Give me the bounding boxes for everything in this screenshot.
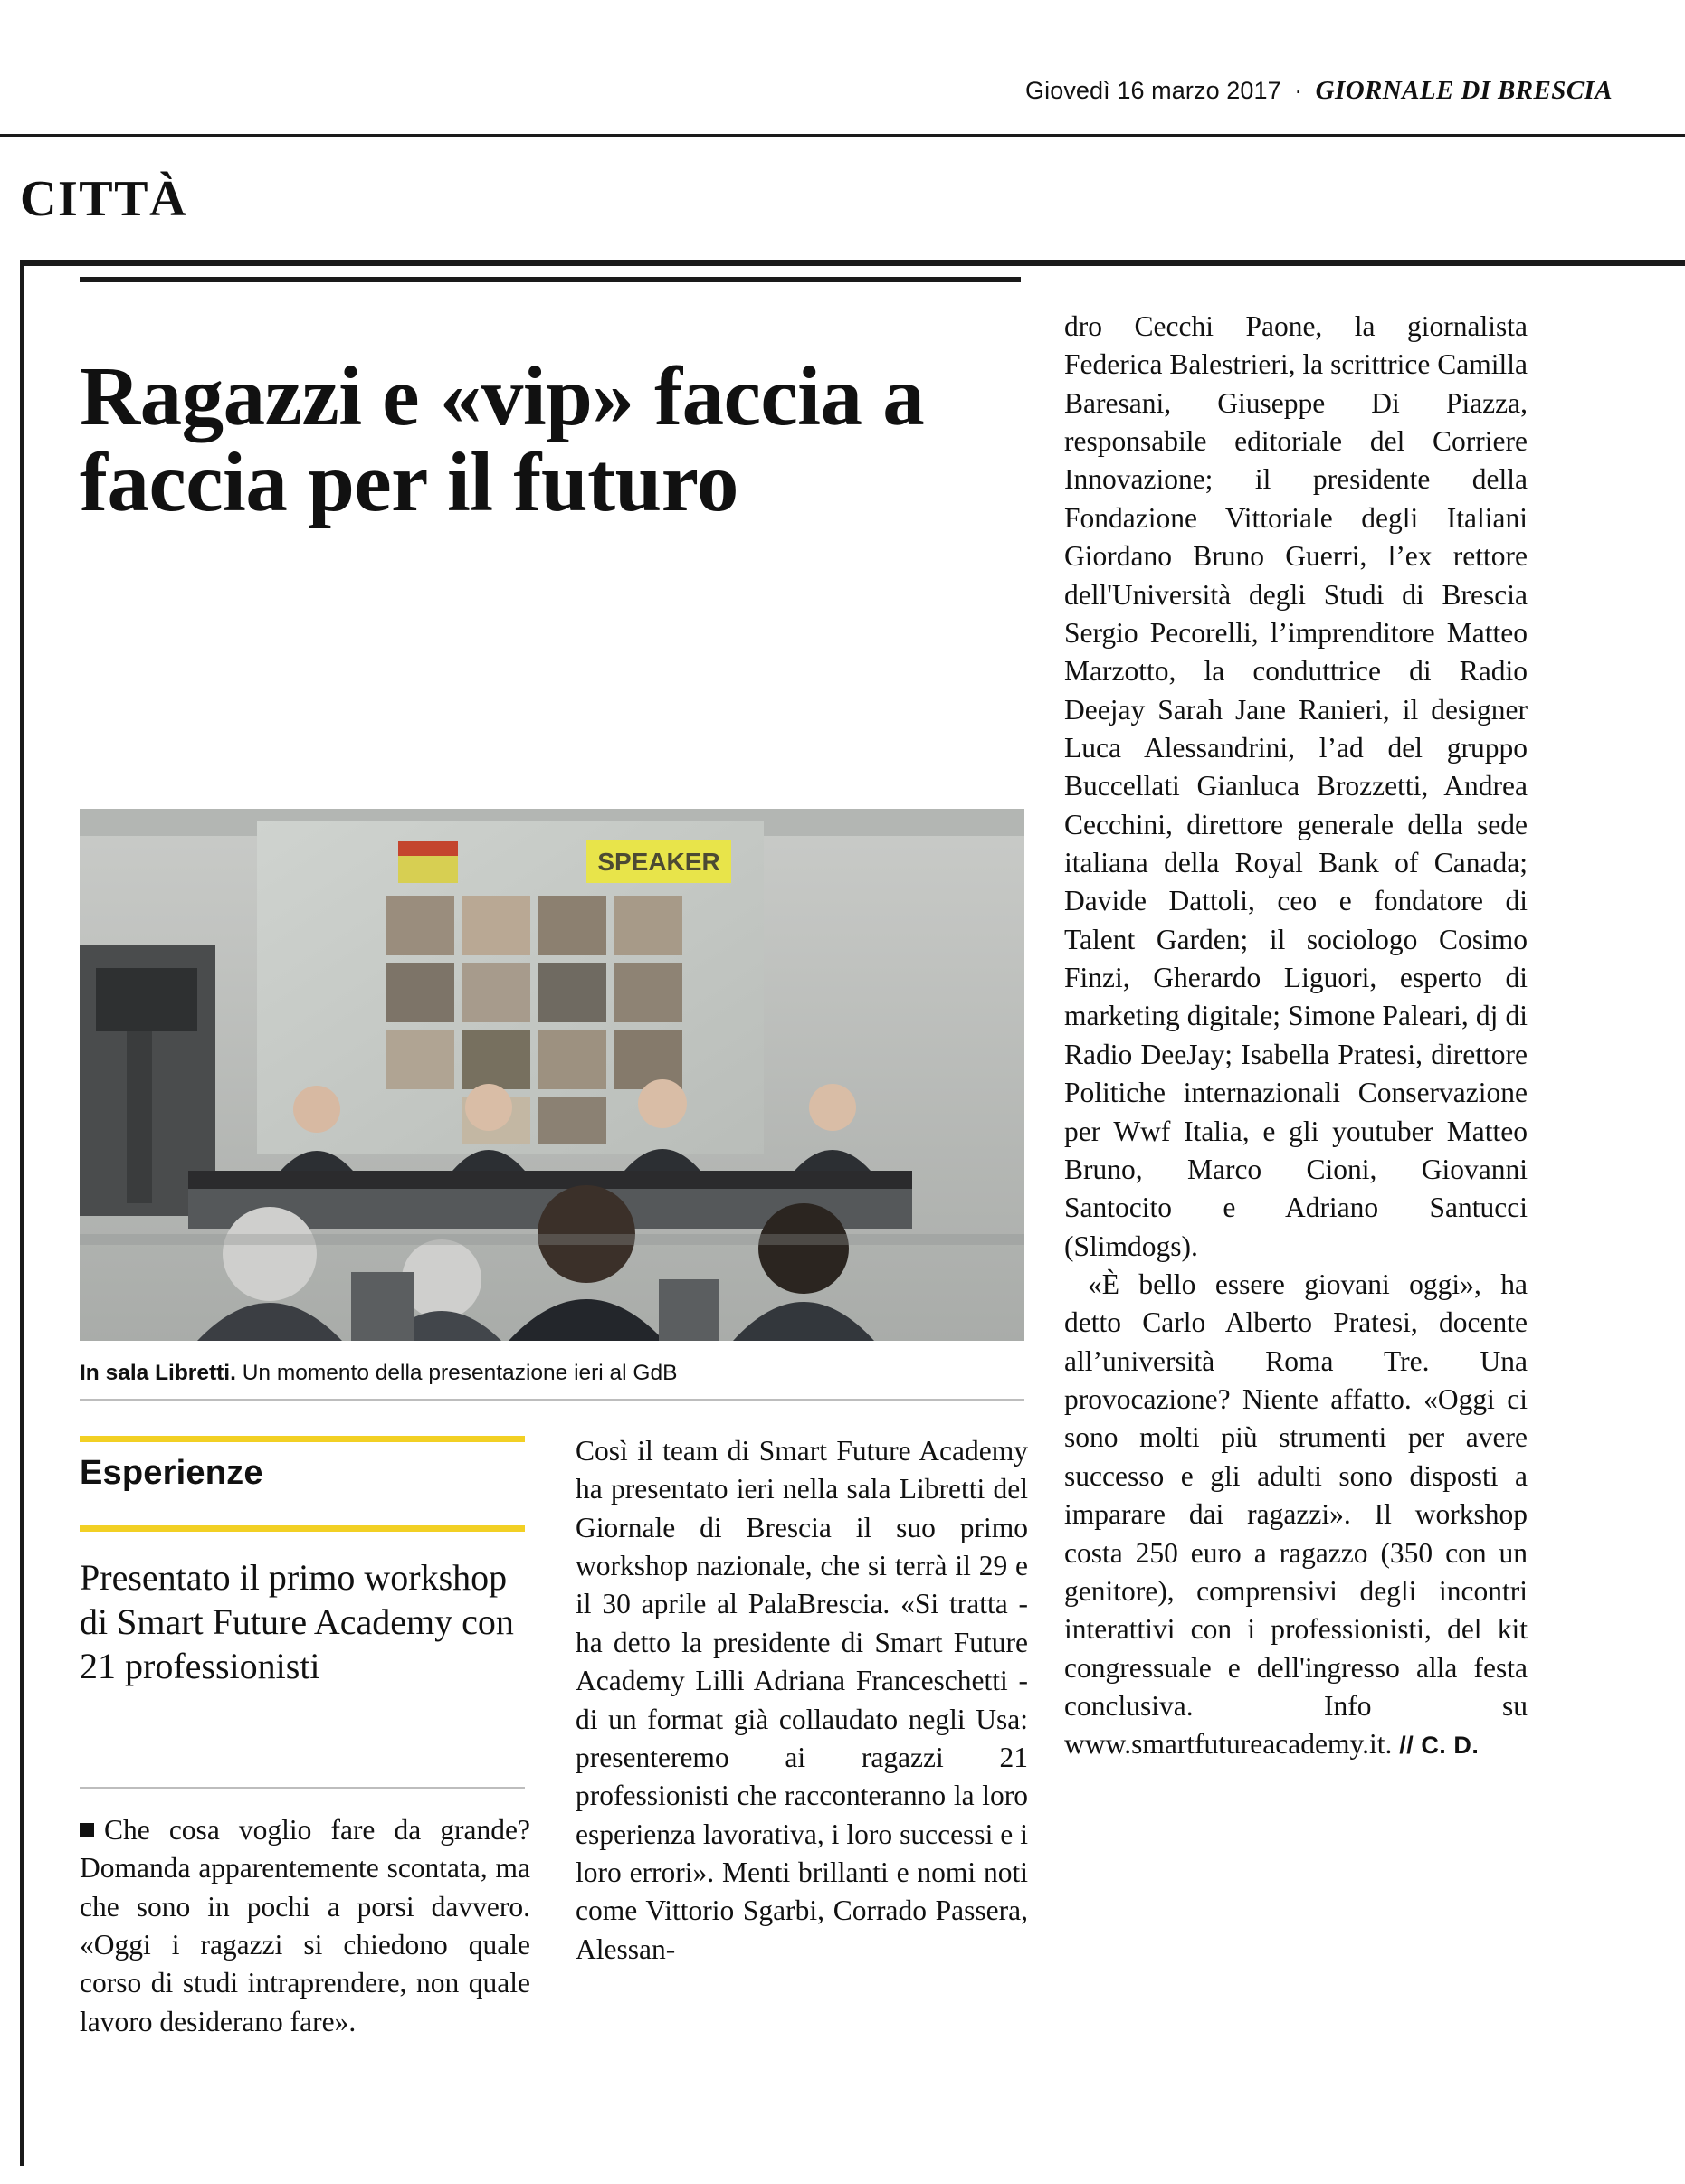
kicker-bottom-rule: [80, 1525, 525, 1532]
masthead-paper-title: GIORNALE DI BRESCIA: [1315, 76, 1613, 105]
masthead-separator: ·: [1294, 77, 1303, 104]
article-photo: [80, 809, 1024, 1341]
photo-caption-text: Un momento della presentazione ieri al GdB: [235, 1361, 678, 1385]
photo-illustration: [80, 809, 1024, 1341]
byline-initials: C. D.: [1421, 1732, 1480, 1760]
article-column-middle: [576, 1432, 1028, 1969]
column-middle-text: Così il team di Smart Future Academy ha presentato ieri nella sala Libretti del Giornale di Brescia il suo primo workshop nazionale, che si terrà il 29 e il 30 aprile al PalaBrescia. «Si tratta - ha detto la presidente di Smart Future Academy Lilli Adriana Franceschetti - di un format già collaudato negli Usa: presenteremo ai ragazzi 21 professionisti che racconteranno la loro esperienza lavorativa, i loro successi e i loro errori». Menti brillanti e nomi noti come Vittorio Sgarbi, Corrado Passera, Alessan-: [576, 1435, 1028, 1965]
column-right-paragraph-2-text: «È bello essere giovani oggi», ha detto Carlo Alberto Pratesi, docente all’università Roma Tre. Una provocazione? Niente affatto. «Oggi ci sono molti più strumenti per avere successo e gli adulti sono disposti a imparare dai ragazzi». Il workshop costa 250 euro a ragazzo (350 con un genitore), comprensivi degli incontri interattivi con i professionisti, del kit congressuale e dell'ingresso alla festa conclusiva. Info su www.smartfutureacademy.it.: [1064, 1268, 1528, 1761]
byline-slash: //: [1399, 1732, 1414, 1760]
masthead-divider: [0, 134, 1685, 137]
section-kicker: Esperienze: [80, 1454, 263, 1492]
svg-text:SPEAKER: SPEAKER: [597, 848, 720, 876]
article-column-right: [1064, 308, 1528, 1764]
bullet-square-icon: [80, 1823, 94, 1837]
left-rail-divider: [20, 266, 24, 2166]
kicker-top-rule: [80, 1436, 525, 1442]
column-right-paragraph-1: dro Cecchi Paone, la giornalista Federica Balestrieri, la scrittrice Camilla Baresani, Giuseppe Di Piazza, responsabile editoriale del Corriere Innovazione; il presidente della Fondazione Vittoriale degli Italiani Giordano Bruno Guerri, l’ex rettore dell'Università degli Studi di Brescia Sergio Pecorelli, l’imprenditore Matteo Marzotto, la conduttrice di Radio Deejay Sarah Jane Ranieri, il designer Luca Alessandrini, l’ad del gruppo Buccellati Gianluca Brozzetti, Andrea Cecchini, direttore generale della sede italiana della Royal Bank of Canada; Davide Dattoli, ceo e fondatore di Talent Garden; il sociologo Cosimo Finzi, Gherardo Liguori, esperto di marketing digitale; Simone Paleari, dj di Radio DeeJay; Isabella Pratesi, direttore Politiche internazionali Conservazione per Wwf Italia, e gli youtuber Matteo Bruno, Marco Cioni, Giovanni Santocito e Adriano Santucci (Slimdogs).: [1064, 310, 1528, 1262]
headline-top-rule: [80, 277, 1021, 282]
caption-divider: [80, 1399, 1024, 1401]
column-right-paragraph-2: [1064, 1266, 1528, 1764]
masthead: [0, 76, 1685, 106]
masthead-date: Giovedì 16 marzo 2017: [1025, 77, 1281, 104]
article-subhead: Presentato il primo workshop di Smart Future Academy con 21 professionisti: [80, 1557, 514, 1686]
page-title: CITTÀ: [20, 171, 187, 227]
article-headline: Ragazzi e «vip» faccia a faccia per il futuro: [80, 350, 925, 530]
photo-caption: [80, 1361, 1024, 1386]
article-column-left: [80, 1811, 530, 2041]
section-divider: [20, 260, 1685, 266]
photo-caption-lead: In sala Libretti.: [80, 1361, 236, 1385]
subhead-divider: [80, 1787, 525, 1789]
byline: [1399, 1732, 1479, 1759]
column-left-text: Che cosa voglio fare da grande? Domanda apparentemente scontata, ma che sono in pochi a porsi davvero. «Oggi i ragazzi si chiedono quale corso di studi intraprendere, non quale lavoro desiderano fare».: [80, 1814, 530, 2037]
